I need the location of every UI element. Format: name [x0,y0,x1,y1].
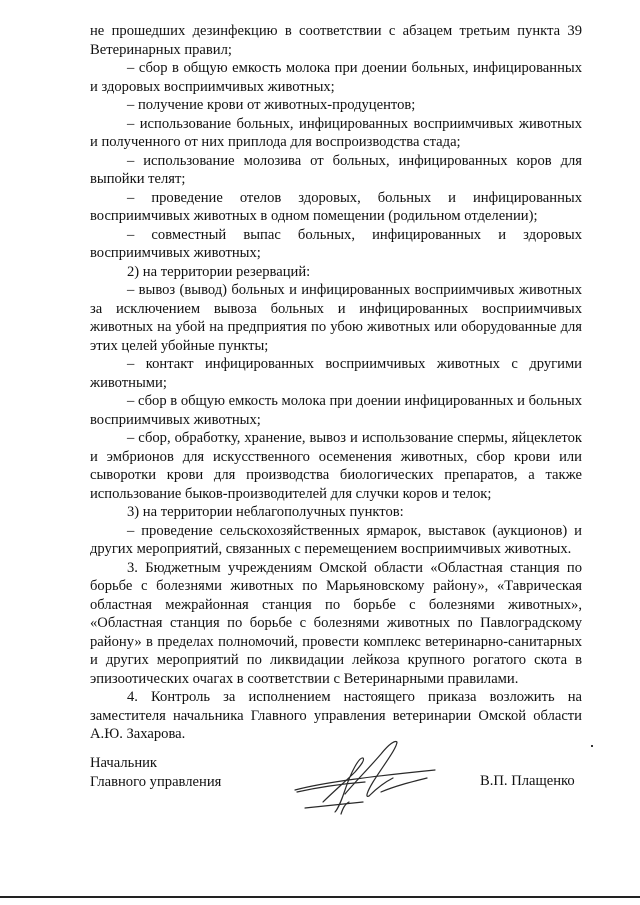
paragraph-7: – совместный выпас больных, инфицированных и здоровых восприимчивых животных; [90,226,582,261]
handwritten-signature [285,732,445,822]
paragraph-15: 3. Бюджетным учреждениям Омской области «Областная станция по борьбе с болезнями животных по Марьяновскому району», «Таврическая областная межрайонная станция по борьбе с болезнями животных», «Областная станция по борьбе с болезнями животных по Павлоградскому району» в пределах полномочий, провести комплекс ветеринарно-санитарных и других мероприятий по ликвидации лейкоза крупного рогатого скота в эпизоотических очагах в соответствии с Ветеринарными правилами. [90,559,582,687]
signatory-title [90,754,221,791]
document-body [90,22,582,744]
signatory-name: В.П. Плащенко [480,773,575,789]
paragraph-8: 2) на территории резерваций: [127,263,311,280]
scan-speck [591,745,593,747]
paragraph-2: – сбор в общую емкость молока при доении больных, инфицированных и здоровых восприимчивых животных; [90,60,582,95]
paragraph-3: – получение крови от животных-продуцентов; [127,97,416,113]
paragraph-16: 4. Контроль за исполнением настоящего приказа возложить на заместителя начальника Главного управления ветеринарии Омской области А.Ю. Захарова. [90,689,582,742]
paragraph-10: – контакт инфицированных восприимчивых животных с другими животными; [90,356,582,391]
paragraph-11: – сбор в общую емкость молока при доении инфицированных и больных восприимчивых животных; [90,393,582,428]
paragraph-5: – использование молозива от больных, инфицированных коров для выпойки телят; [90,152,582,187]
signatory-title-line1: Начальник [90,755,158,771]
paragraph-12: – сбор, обработку, хранение, вывоз и использование спермы, яйцеклеток и эмбрионов для искусственного осеменения животных, сбор крови или сыворотки крови для производства биологических препаратов, а также использование быков-производителей для случки коров и телок; [90,430,582,502]
paragraph-13: 3) на территории неблагополучных пунктов: [127,504,404,520]
signatory-title-line2: Главного управления [90,773,222,790]
paragraph-9: – вывоз (вывод) больных и инфицированных восприимчивых животных за исключением вывоза больных и инфицированных восприимчивых животных на убой на предприятия по убою животных или оборудованные для этих целей убойные пункты; [90,282,582,354]
paragraph-6: – проведение отелов здоровых, больных и инфицированных восприимчивых животных в одном помещении (родильном отделении); [90,189,582,224]
paragraph-1: не прошедших дезинфекцию в соответствии с абзацем третьим пункта 39 Ветеринарных правил; [90,23,582,58]
paragraph-14: – проведение сельскохозяйственных ярмарок, выставок (аукционов) и других мероприятий, связанных с перемещением восприимчивых животных. [90,522,582,557]
paragraph-4: – использование больных, инфицированных восприимчивых животных и полученного от них приплода для воспроизводства стада; [90,115,582,150]
page-bottom-edge [0,896,640,898]
